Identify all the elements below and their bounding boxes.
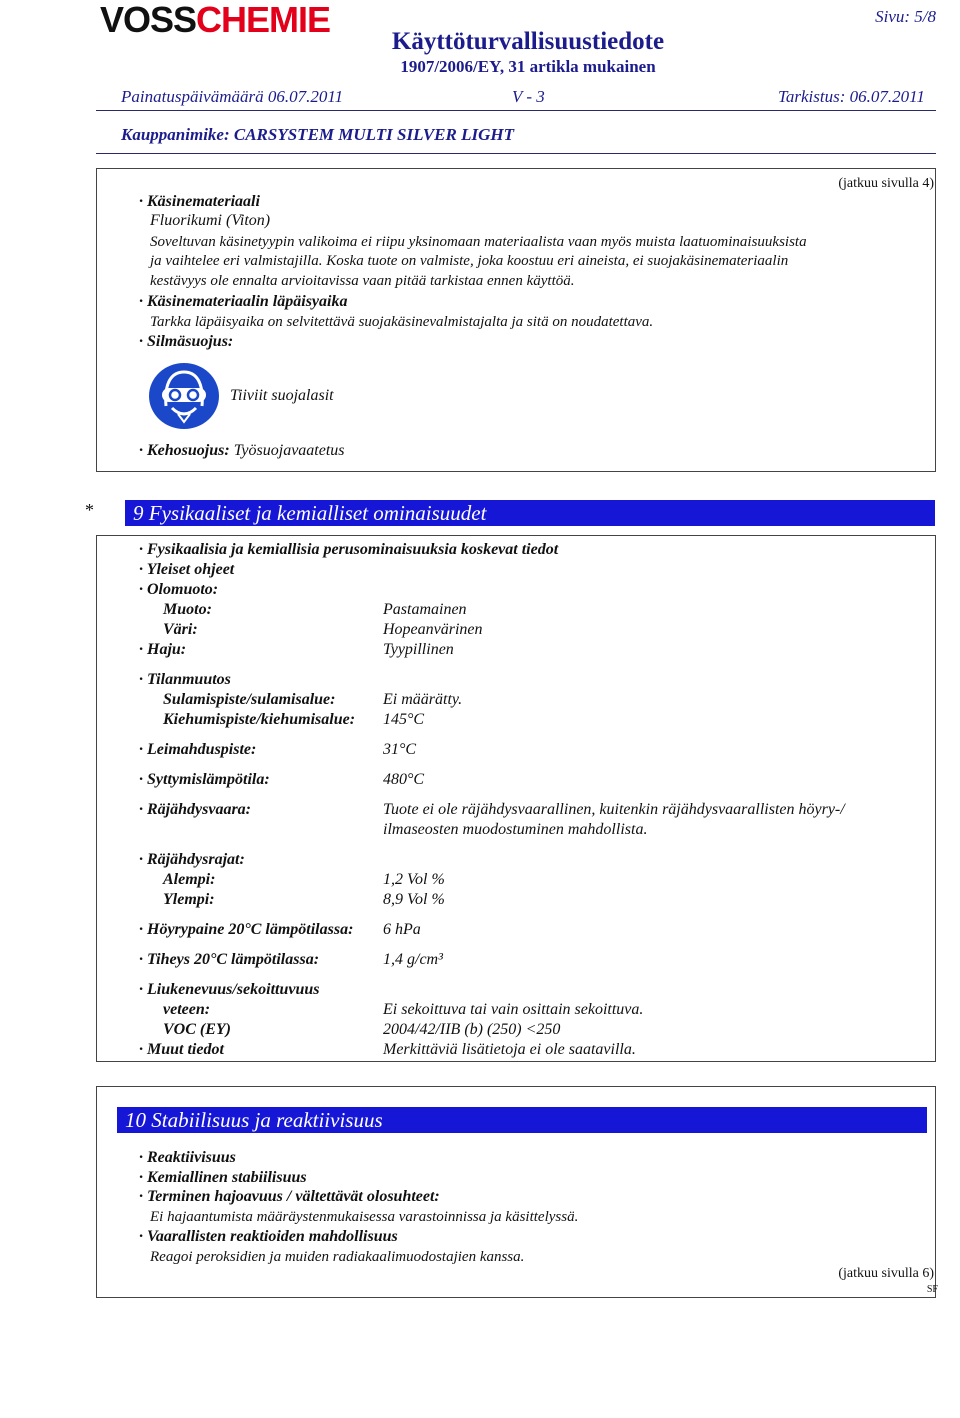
density-value: 1,4 g/cm³ (383, 951, 443, 968)
odour-value: Tyypillinen (383, 641, 454, 658)
glove-text-line1: Soveltuvan käsinetyypin valikoima ei riipu yksinomaan materiaalista vaan myös muista laatuominaisuuksista (150, 234, 807, 250)
eye-protection-value: Tiiviit suojalasit (230, 387, 334, 404)
state-change-label: · Tilanmuutos (139, 671, 231, 688)
appearance-label: · Olomuoto: (139, 581, 219, 598)
density-label: · Tiheys 20°C lämpötilassa: (139, 951, 320, 968)
ignition-value: 480°C (383, 771, 425, 788)
lower-limit-value: 1,2 Vol % (383, 871, 445, 888)
odour-label: · Haju: (139, 641, 187, 658)
country-code: SF (926, 1284, 938, 1295)
explosion-hazard-label: · Räjähdysvaara: (139, 801, 251, 818)
vapour-pressure-value: 6 hPa (383, 921, 421, 938)
glove-text-line2: ja vaihtelee eri valmistajilla. Koska tuote on valmiste, joka koostuu eri aineista, ei suojakäsinemateriaalin (150, 253, 789, 269)
water-solubility-label: veteen: (163, 1001, 211, 1018)
general-info: · Yleiset ohjeet (139, 561, 235, 578)
melting-value: Ei määrätty. (383, 691, 463, 708)
other-info-value: Merkittäviä lisätietoja ei ole saatavilla. (383, 1041, 636, 1058)
boiling-value: 145°C (383, 711, 425, 728)
change-marker: * (85, 500, 94, 520)
trade-name: Kauppanimike: CARSYSTEM MULTI SILVER LIGHT (121, 125, 514, 144)
penetration-label: · Käsinemateriaalin läpäisyaika (139, 293, 348, 310)
ignition-label: · Syttymislämpötila: (139, 771, 270, 788)
flash-point-value: 31°C (383, 741, 417, 758)
upper-limit-value: 8,9 Vol % (383, 891, 445, 908)
explosion-hazard-line2: ilmaseosten muodostuminen mahdollista. (383, 821, 648, 838)
trade-divider (96, 153, 936, 154)
explosion-hazard-line1: Tuote ei ole räjähdysvaarallinen, kuitenkin räjähdysvaarallisten höyry-/ (383, 801, 845, 818)
flash-point-label: · Leimahduspiste: (139, 741, 257, 758)
body-protection-label: · Kehosuojus: (139, 442, 230, 459)
vosschemie-logo: VOSSCHEMIE (100, 0, 331, 40)
continued-to: (jatkuu sivulla 6) (838, 1266, 934, 1281)
other-info-label: · Muut tiedot (139, 1041, 224, 1058)
header-divider (96, 110, 936, 111)
upper-limit-label: Ylempi: (163, 891, 215, 908)
reactivity-label: · Reaktiivisuus (139, 1149, 236, 1166)
goggles-icon (148, 362, 220, 430)
vapour-pressure-label: · Höyrypaine 20°C lämpötilassa: (139, 921, 354, 938)
version: V - 3 (512, 87, 545, 106)
penetration-text: Tarkka läpäisyaika on selvitettävä suojakäsinevalmistajalta ja sitä on noudatettava. (150, 314, 654, 330)
solubility-label: · Liukenevuus/sekoittuvuus (139, 981, 320, 998)
voc-value: 2004/42/IIB (b) (250) <250 (383, 1021, 561, 1038)
section10-title: 10 Stabiilisuus ja reaktiivisuus (117, 1107, 927, 1133)
voc-label: VOC (EY) (163, 1021, 231, 1038)
hazardous-reactions-label: · Vaarallisten reaktioiden mahdollisuus (139, 1228, 398, 1245)
section9-title: 9 Fysikaaliset ja kemialliset ominaisuudet (125, 500, 935, 526)
page-number: Sivu: 5/8 (875, 7, 936, 26)
body-protection-value: Työsuojavaatetus (233, 442, 345, 459)
eye-protection-label: · Silmäsuojus: (139, 333, 234, 350)
melting-label: Sulamispiste/sulamisalue: (163, 691, 336, 708)
lower-limit-label: Alempi: (163, 871, 216, 888)
body-protection (139, 441, 345, 461)
print-date: Painatuspäivämäärä 06.07.2011 (121, 87, 344, 106)
glove-material-label: · Käsinemateriaali (139, 193, 260, 210)
color-label: Väri: (163, 621, 198, 638)
continued-from: (jatkuu sivulla 4) (838, 176, 934, 191)
document-subtitle: 1907/2006/EY, 31 artikla mukainen (400, 57, 656, 76)
thermal-decomposition-text: Ei hajaantumista määräystenmukaisessa varastoinnissa ja käsittelyssä. (150, 1209, 579, 1225)
document-title: Käyttöturvallisuustiedote (391, 28, 665, 55)
glove-material-value: Fluorikumi (Viton) (150, 212, 271, 229)
glove-text-line3: kestävyys ole ennalta arvioitavissa vaan pitää tarkistaa ennen käyttöä. (150, 273, 575, 289)
color-value: Hopeanvärinen (383, 621, 483, 638)
hazardous-reactions-text: Reagoi peroksidien ja muiden radiakaalimuodostajien kanssa. (150, 1249, 525, 1265)
basic-info: · Fysikaalisia ja kemiallisia perusominaisuuksia koskevat tiedot (139, 541, 559, 558)
form-value: Pastamainen (383, 601, 467, 618)
boiling-label: Kiehumispiste/kiehumisalue: (163, 711, 356, 728)
thermal-decomposition-label: · Terminen hajoavuus / vältettävät olosuhteet: (139, 1188, 440, 1205)
form-label: Muoto: (163, 601, 212, 618)
explosion-limits-label: · Räjähdysrajat: (139, 851, 245, 868)
chemical-stability-label: · Kemiallinen stabiilisuus (139, 1169, 307, 1186)
revision-date: Tarkistus: 06.07.2011 (778, 87, 925, 106)
water-solubility-value: Ei sekoittuva tai vain osittain sekoittuva. (383, 1001, 644, 1018)
